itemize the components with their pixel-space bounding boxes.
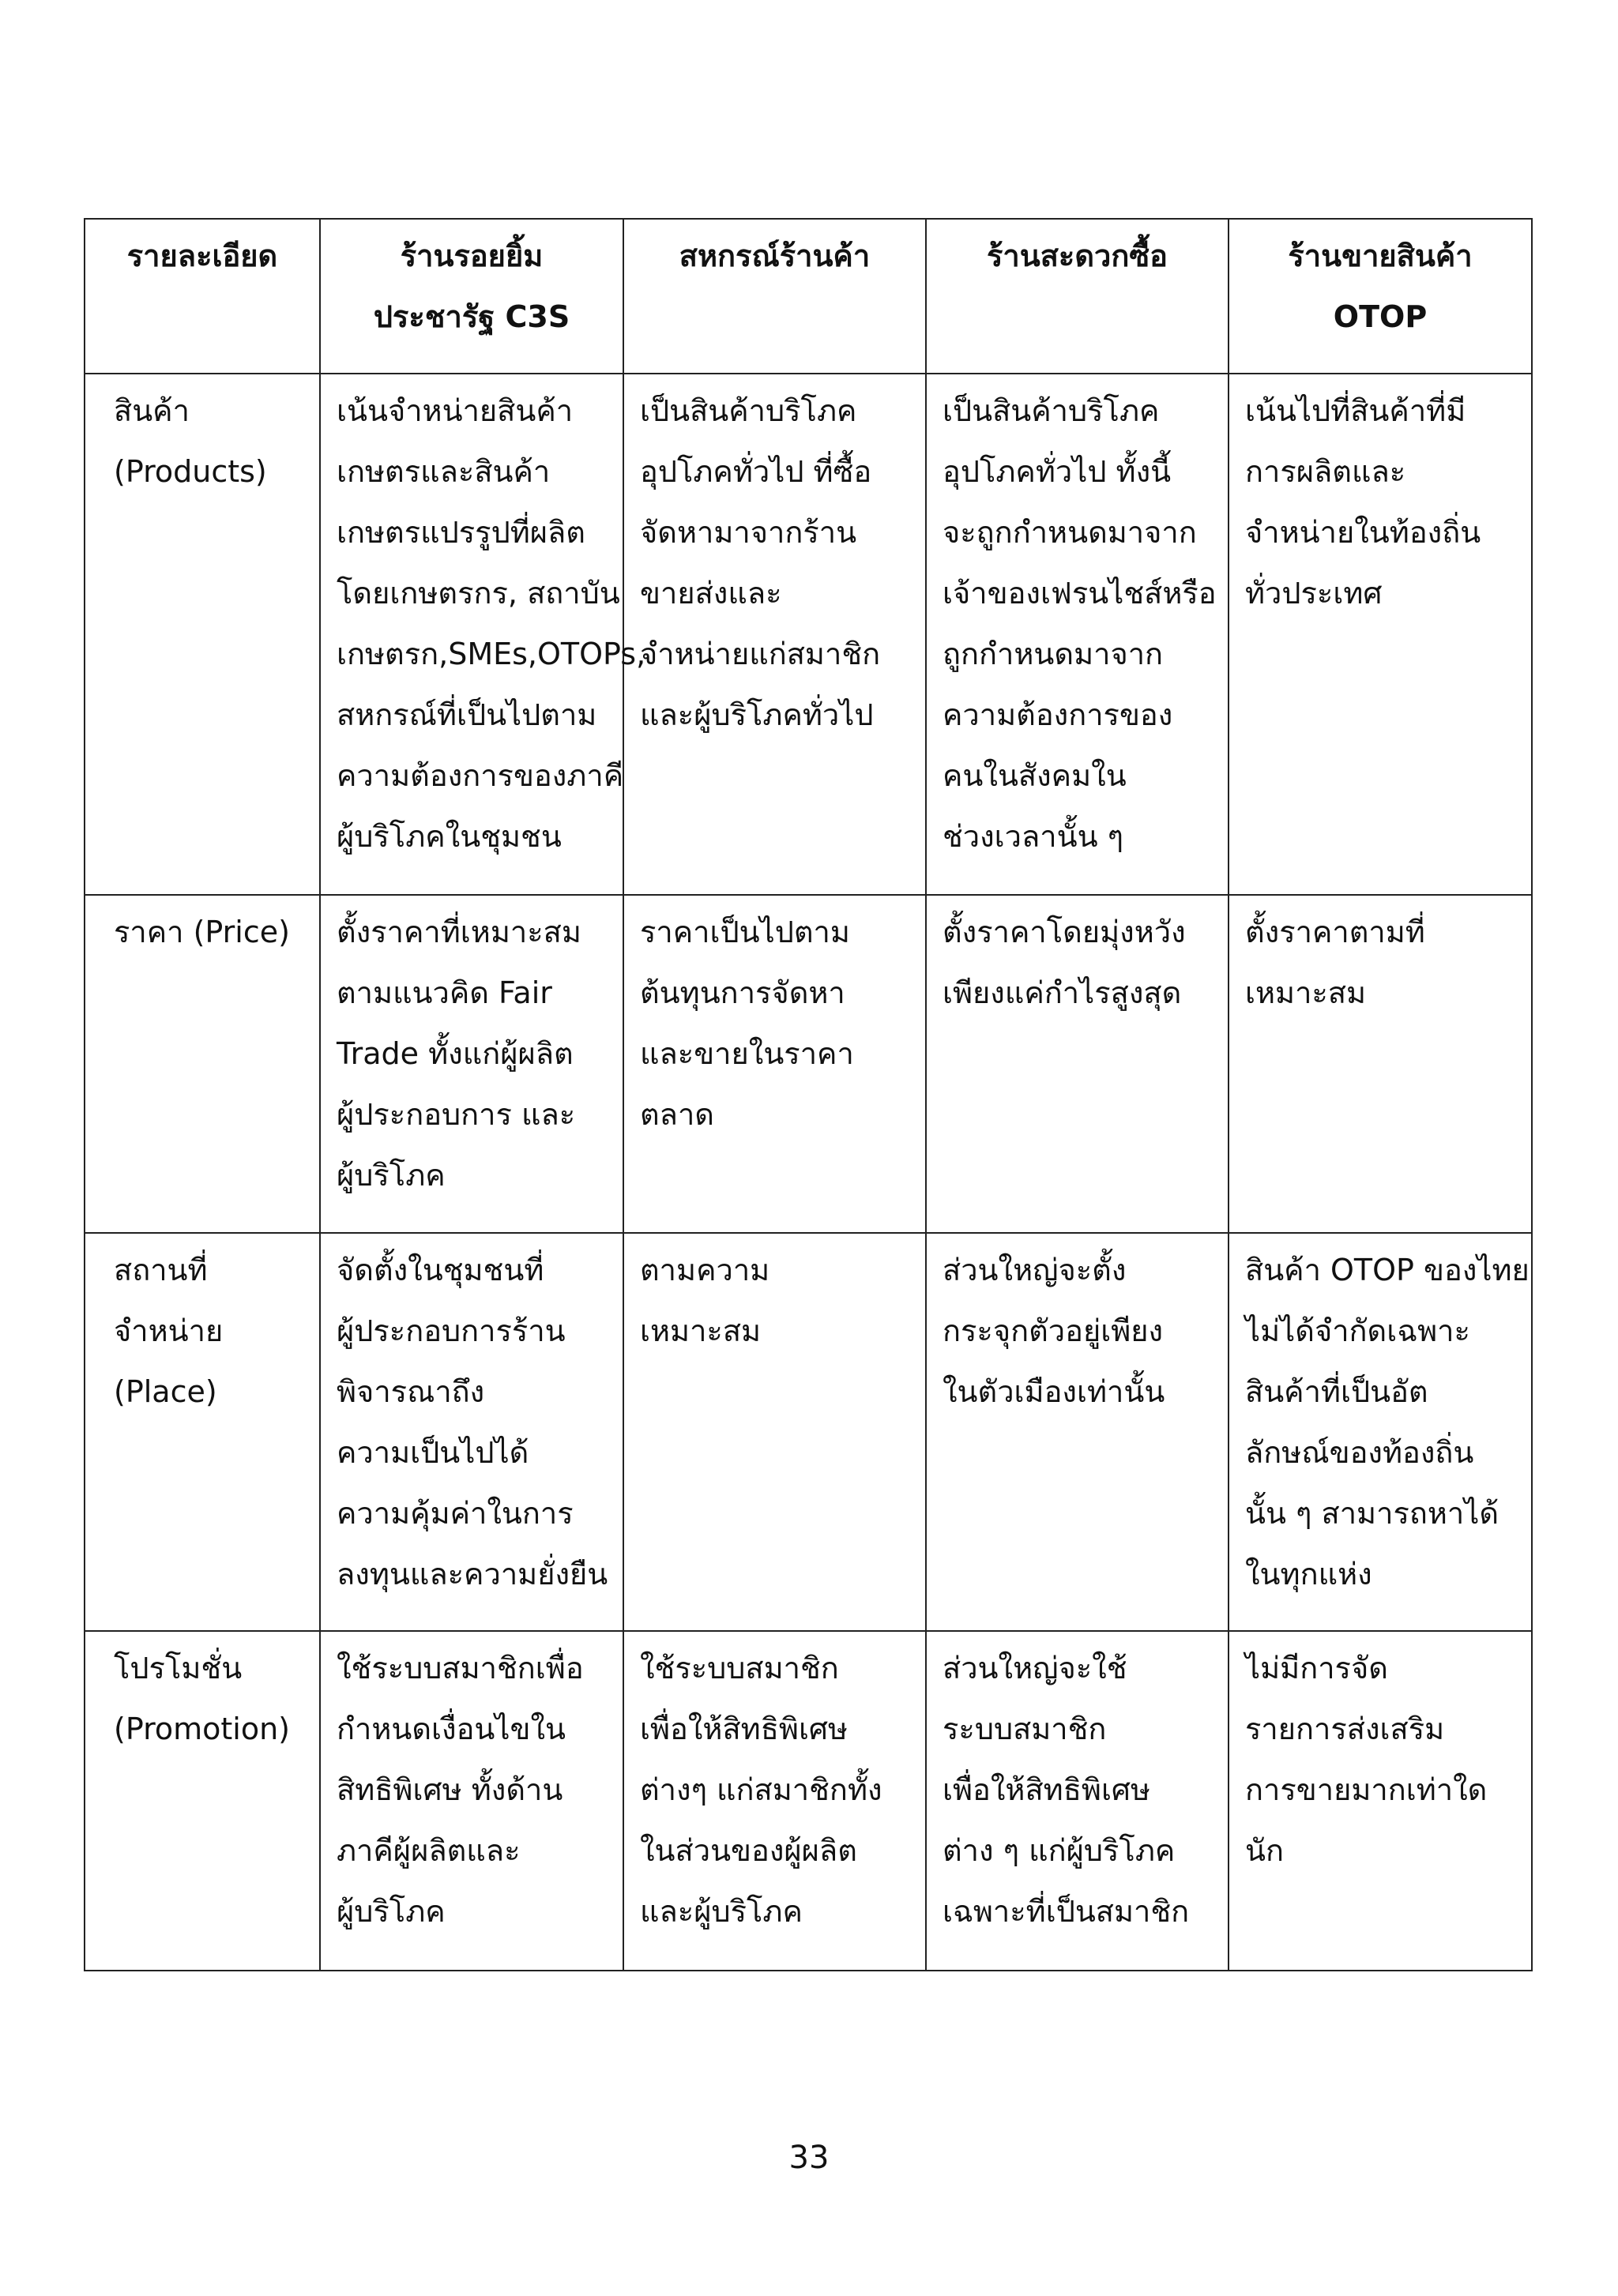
cell-line: เน้นจำหน่ายสินค้า: [337, 393, 574, 428]
cell-line: เฉพาะที่เป็นสมาชิก: [943, 1894, 1190, 1929]
cell-line: ลงทุนและความยั่งยืน: [337, 1557, 608, 1591]
cell-line: ตั้งราคาที่เหมาะสม: [337, 915, 581, 949]
cell-line: สินค้า OTOP ของไทย: [1245, 1253, 1530, 1287]
cell-line: พิจารณาถึง: [337, 1374, 485, 1409]
cell-line: ตั้งราคาตามที่: [1245, 915, 1425, 949]
cell-line: เกษตรและสินค้า: [337, 454, 551, 489]
header-cooperative-store: [623, 219, 926, 374]
row-label-price: [85, 895, 320, 1233]
cell-line: และขายในราคา: [640, 1036, 854, 1071]
cell-line: นั้น ๆ สามารถหาได้: [1245, 1496, 1499, 1531]
header-convenience-store-text: ร้านสะดวกซื้อ: [987, 239, 1168, 273]
cell-line: ตั้งราคาโดยมุ่งหวัง: [943, 915, 1186, 949]
header-c3s-store-line1: ร้านรอยยิ้ม: [400, 239, 544, 273]
cell-line: เน้นไปที่สินค้าที่มี: [1245, 393, 1466, 428]
table-row-products: [85, 374, 1532, 895]
cell-line: จำหน่ายแก่สมาชิก: [640, 637, 881, 671]
header-row: [85, 219, 1532, 374]
cell-line: เหมาะสม: [640, 1313, 762, 1348]
cell-line: ใช้ระบบสมาชิกเพื่อ: [337, 1651, 584, 1685]
cell-line: และผู้บริโภคทั่วไป: [640, 697, 874, 732]
cell-line: การผลิตและ: [1245, 454, 1406, 489]
cell-line: เกษตรแปรรูปที่ผลิต: [337, 515, 585, 550]
cell-line: ไม่ได้จำกัดเฉพาะ: [1245, 1313, 1470, 1348]
cell-line: สินค้าที่เป็นอัต: [1245, 1374, 1428, 1409]
cell-products-convenience: [926, 374, 1229, 895]
cell-line: ภาคีผู้ผลิตและ: [337, 1833, 521, 1868]
cell-line: โดยเกษตรกร, สถาบัน: [337, 576, 620, 611]
cell-line: ลักษณ์ของท้องถิ่น: [1245, 1435, 1474, 1470]
header-convenience-store: [926, 219, 1229, 374]
cell-line: ตลาด: [640, 1097, 714, 1132]
row-label-line: โปรโมชั่น: [114, 1651, 243, 1685]
cell-line: การขายมากเท่าใด: [1245, 1772, 1488, 1807]
cell-line: เพียงแค่กำไรสูงสุด: [943, 975, 1182, 1010]
cell-line: จะถูกกำหนดมาจาก: [943, 515, 1197, 550]
cell-line: สหกรณ์ที่เป็นไปตาม: [337, 697, 597, 732]
cell-line: ทั่วประเทศ: [1245, 576, 1383, 611]
cell-line: ใช้ระบบสมาชิก: [640, 1651, 839, 1685]
cell-place-otop: [1229, 1233, 1532, 1631]
cell-line: รายการส่งเสริม: [1245, 1712, 1445, 1746]
cell-line: ในส่วนของผู้ผลิต: [640, 1833, 857, 1868]
header-c3s-store-line2: ประชารัฐ C3S: [373, 299, 570, 334]
cell-line: จัดหามาจากร้าน: [640, 515, 857, 550]
cell-line: ราคาเป็นไปตาม: [640, 915, 850, 949]
cell-line: เพื่อให้สิทธิพิเศษ: [640, 1712, 849, 1746]
cell-line: เหมาะสม: [1245, 975, 1367, 1010]
cell-place-c3s: [320, 1233, 623, 1631]
cell-line: ความคุ้มค่าในการ: [337, 1496, 574, 1531]
cell-line: ความเป็นไปได้: [337, 1435, 529, 1470]
cell-line: กำหนดเงื่อนไขใน: [337, 1712, 566, 1746]
cell-line: ถูกกำหนดมาจาก: [943, 637, 1164, 671]
cell-line: เจ้าของเฟรนไชส์หรือ: [943, 576, 1217, 611]
cell-line: ส่วนใหญ่จะตั้ง: [943, 1253, 1127, 1287]
header-otop-store: [1229, 219, 1532, 374]
cell-price-otop: [1229, 895, 1532, 1233]
cell-place-cooperative: [623, 1233, 926, 1631]
header-otop-store-line2: OTOP: [1333, 299, 1428, 334]
table-row-price: [85, 895, 1532, 1233]
row-label-line: ราคา (Price): [114, 915, 290, 949]
cell-line: ผู้ประกอบการ และ: [337, 1097, 576, 1132]
cell-line: กระจุกตัวอยู่เพียง: [943, 1313, 1164, 1348]
cell-line: อุปโภคทั่วไป ทั้งนี้: [943, 454, 1172, 489]
cell-line: จัดตั้งในชุมชนที่: [337, 1253, 544, 1287]
cell-line: จำหน่ายในท้องถิ่น: [1245, 515, 1481, 550]
cell-promotion-convenience: [926, 1631, 1229, 1971]
header-otop-store-line1: ร้านขายสินค้า: [1288, 239, 1473, 273]
cell-line: ต่าง ๆ แก่ผู้บริโภค: [943, 1833, 1176, 1868]
cell-line: ขายส่งและ: [640, 576, 782, 611]
cell-place-convenience: [926, 1233, 1229, 1631]
cell-line: ในตัวเมืองเท่านั้น: [943, 1374, 1165, 1409]
cell-line: ความต้องการของ: [943, 697, 1173, 732]
cell-line: ต้นทุนการจัดหา: [640, 975, 845, 1010]
header-detail: [85, 219, 320, 374]
row-label-promotion: [85, 1631, 320, 1971]
header-c3s-store: [320, 219, 623, 374]
cell-price-c3s: [320, 895, 623, 1233]
cell-products-c3s: [320, 374, 646, 895]
cell-line: ไม่มีการจัด: [1245, 1651, 1388, 1685]
header-cooperative-store-text: สหกรณ์ร้านค้า: [679, 239, 871, 273]
table-row-promotion: [85, 1631, 1532, 1971]
cell-price-convenience: [926, 895, 1229, 1233]
cell-line: ผู้บริโภคในชุมชน: [337, 819, 562, 854]
cell-line: ต่างๆ แก่สมาชิกทั้ง: [640, 1772, 882, 1807]
row-label-line: สินค้า: [114, 393, 190, 428]
cell-line: ตามความ: [640, 1253, 770, 1287]
row-label-line: จำหน่าย: [114, 1313, 224, 1348]
row-label-line: (Products): [114, 454, 267, 489]
cell-line: ความต้องการของภาคี: [337, 758, 624, 793]
cell-line: เพื่อให้สิทธิพิเศษ: [943, 1772, 1151, 1807]
cell-promotion-otop: [1229, 1631, 1532, 1971]
header-detail-text: รายละเอียด: [126, 239, 278, 273]
row-label-line: สถานที่: [114, 1253, 208, 1287]
cell-line: ผู้บริโภค: [337, 1894, 446, 1929]
row-label-products: [85, 374, 320, 895]
cell-line: ตามแนวคิด Fair: [337, 975, 552, 1010]
cell-price-cooperative: [623, 895, 926, 1233]
cell-line: ในทุกแห่ง: [1245, 1557, 1372, 1591]
cell-products-cooperative: [623, 374, 926, 895]
table-row-place: [85, 1233, 1532, 1631]
cell-line: เป็นสินค้าบริโภค: [943, 393, 1160, 428]
comparison-table: [84, 218, 1533, 1971]
cell-line: Trade ทั้งแก่ผู้ผลิต: [337, 1036, 574, 1071]
page-number: 33: [788, 2140, 830, 2176]
cell-line: และผู้บริโภค: [640, 1894, 803, 1929]
cell-line: สิทธิพิเศษ ทั้งด้าน: [337, 1772, 563, 1807]
cell-line: นัก: [1245, 1833, 1284, 1868]
cell-products-otop: [1229, 374, 1532, 895]
cell-promotion-c3s: [320, 1631, 623, 1971]
row-label-line: (Promotion): [114, 1712, 290, 1746]
cell-line: ระบบสมาชิก: [943, 1712, 1107, 1746]
cell-line: ส่วนใหญ่จะใช้: [943, 1651, 1127, 1685]
cell-line: เป็นสินค้าบริโภค: [640, 393, 857, 428]
cell-line: อุปโภคทั่วไป ที่ซื้อ: [640, 454, 872, 489]
cell-line: ช่วงเวลานั้น ๆ: [943, 819, 1124, 854]
cell-promotion-cooperative: [623, 1631, 926, 1971]
cell-line: ผู้บริโภค: [337, 1158, 446, 1193]
cell-line: ผู้ประกอบการร้าน: [337, 1313, 566, 1348]
cell-line: คนในสังคมใน: [943, 758, 1127, 793]
row-label-place: [85, 1233, 320, 1631]
row-label-line: (Place): [114, 1374, 217, 1409]
cell-line: เกษตรก,SMEs,OTOPs,: [337, 637, 646, 671]
